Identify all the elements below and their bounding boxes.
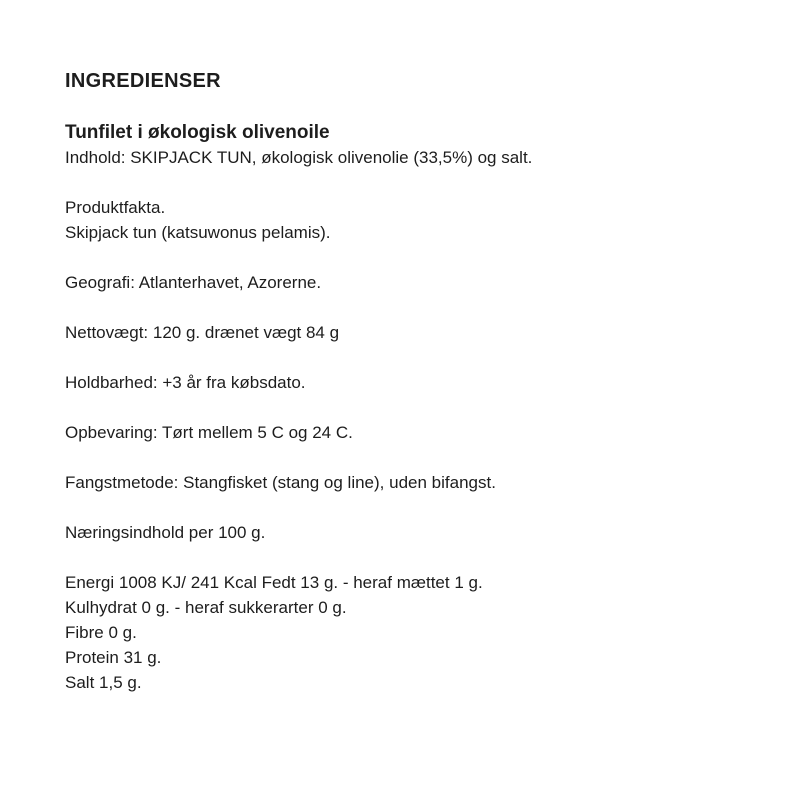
nutrition-header-section xyxy=(65,520,740,545)
catch-method-line: Fangstmetode: Stangfisket (stang og line), uden bifangst. xyxy=(65,473,496,492)
carbohydrate-line: Kulhydrat 0 g. - heraf sukkerarter 0 g. xyxy=(65,598,347,617)
geography-line: Geografi: Atlanterhavet, Azorerne. xyxy=(65,273,322,292)
net-weight-line: Nettovægt: 120 g. drænet vægt 84 g xyxy=(65,323,340,342)
product-facts-label: Produktfakta. xyxy=(65,198,166,217)
shelf-life-section xyxy=(65,370,740,395)
energy-line: Energi 1008 KJ/ 241 Kcal Fedt 13 g. - heraf mættet 1 g. xyxy=(65,573,483,592)
catch-method-section xyxy=(65,470,740,495)
page-title: INGREDIENSER xyxy=(65,70,221,92)
nutrition-header-line: Næringsindhold per 100 g. xyxy=(65,523,266,542)
geography-section xyxy=(65,270,740,295)
storage-line: Opbevaring: Tørt mellem 5 C og 24 C. xyxy=(65,423,353,442)
storage-section xyxy=(65,420,740,445)
product-summary xyxy=(65,120,740,170)
product-contents-line: Indhold: SKIPJACK TUN, økologisk olivenolie (33,5%) og salt. xyxy=(65,148,533,167)
net-weight-section xyxy=(65,320,740,345)
protein-line: Protein 31 g. xyxy=(65,648,162,667)
nutrition-values-section xyxy=(65,570,740,695)
product-name: Tunfilet i økologisk olivenoile xyxy=(65,122,330,143)
fibre-line: Fibre 0 g. xyxy=(65,623,137,642)
salt-line: Salt 1,5 g. xyxy=(65,673,142,692)
product-facts-section xyxy=(65,195,740,245)
species-line: Skipjack tun (katsuwonus pelamis). xyxy=(65,223,331,242)
shelf-life-line: Holdbarhed: +3 år fra købsdato. xyxy=(65,373,306,392)
